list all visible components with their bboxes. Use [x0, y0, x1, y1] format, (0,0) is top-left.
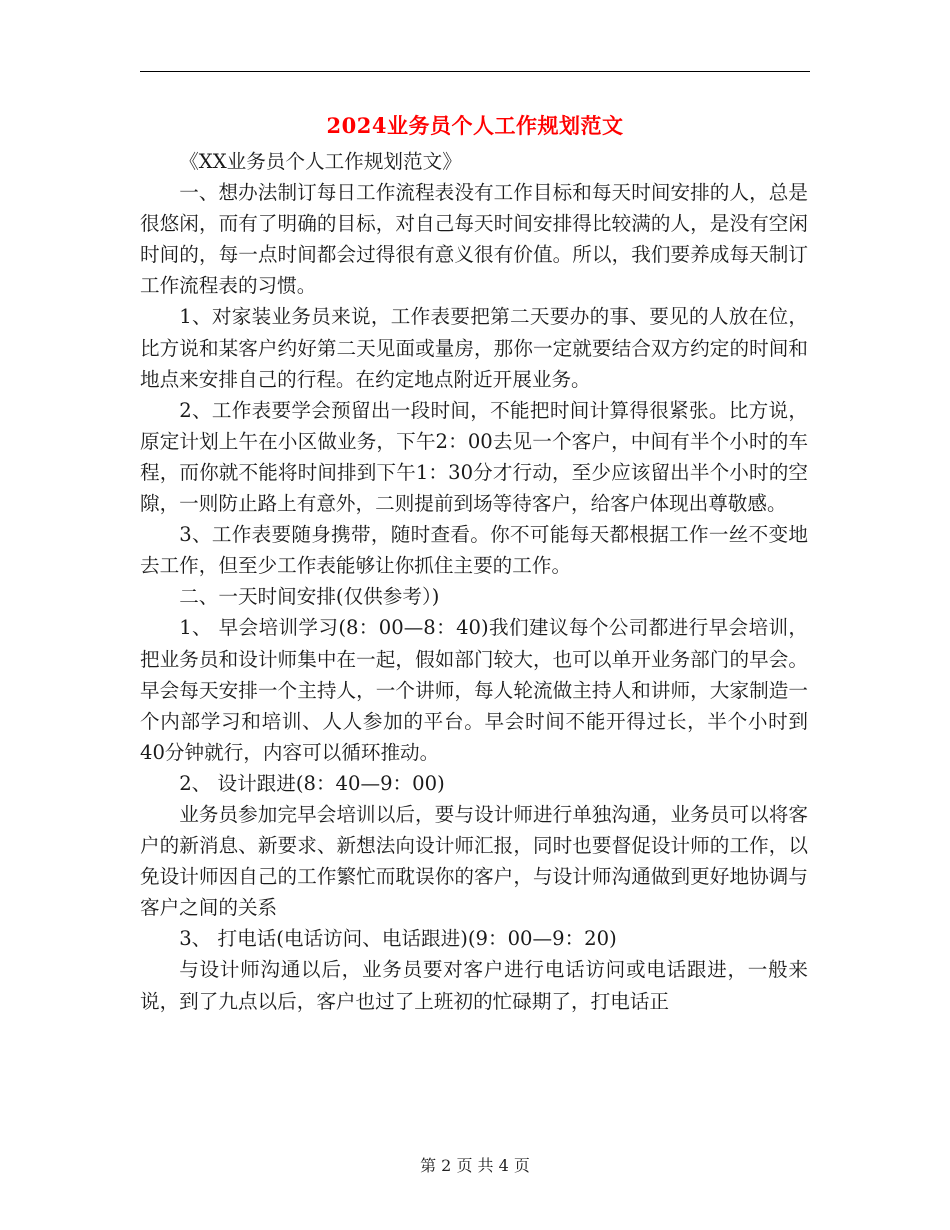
paragraph-item-3: 3、工作表要随身携带，随时查看。你不可能每天都根据工作一丝不变地去工作，但至少工作表能够让你抓住主要的工作。 — [140, 523, 808, 578]
paragraph-item-2: 2、工作表要学会预留出一段时间，不能把时间计算得很紧张。比方说，原定计划上午在小区做业务，下午2：00去见一个客户，中间有半个小时的车程，而你就不能将时间排到下午1：30分才行动，至少应该留出半个小时的空隙，一则防止路上有意外，二则提前到场等待客户，给客户体现出尊敬感。 — [140, 398, 808, 516]
document-body — [140, 146, 808, 1017]
paragraph-design-followup-heading: 2、 设计跟进(8：40—9：00) — [179, 771, 445, 795]
paragraph-design-followup: 业务员参加完早会培训以后，要与设计师进行单独沟通，业务员可以将客户的新消息、新要求、新想法向设计师汇报，同时也要督促设计师的工作，以免设计师因自己的工作繁忙而耽误你的客户，与设计师沟通做到更好地协调与客户之间的关系 — [140, 802, 808, 920]
paragraph-subtitle: 《XX业务员个人工作规划范文》 — [179, 150, 462, 173]
paragraph-phone-heading: 3、 打电话(电话访问、电话跟进)(9：00—9：20) — [179, 927, 617, 951]
paragraph-phone: 与设计师沟通以后，业务员要对客户进行电话访问或电话跟进，一般来说，到了九点以后，客户也过了上班初的忙碌期了，打电话正 — [140, 958, 808, 1013]
paragraph-section-one: 一、想办法制订每日工作流程表没有工作目标和每天时间安排的人，总是很悠闲，而有了明确的目标，对自己每天时间安排得比较满的人，是没有空闲时间的，每一点时间都会过得很有意义很有价值。所以，我们要养成每天制订工作流程表的习惯。 — [140, 181, 808, 298]
document-title: 2024业务员个人工作规划范文 — [326, 113, 624, 138]
paragraph-section-two: 二、一天时间安排(仅供参考）) — [179, 585, 440, 609]
paragraph-morning-meeting: 1、 早会培训学习(8：00—8：40)我们建议每个公司都进行早会培训，把业务员和设计师集中在一起，假如部门较大，也可以单开业务部门的早会。早会每天安排一个主持人，一个讲师，每人轮流做主持人和讲师，大家制造一个内部学习和培训、人人参加的平台。早会时间不能开得过长，半个小时到40分钟就行，内容可以循环推动。 — [140, 616, 808, 764]
page-footer: 第 2 页 共 4 页 — [420, 1156, 530, 1175]
header-rule — [140, 71, 810, 72]
paragraph-item-1: 1、对家装业务员来说，工作表要把第二天要办的事、要见的人放在位，比方说和某客户约好第二天见面或量房，那你一定就要结合双方约定的时间和地点来安排自己的行程。在约定地点附近开展业务。 — [140, 305, 808, 391]
